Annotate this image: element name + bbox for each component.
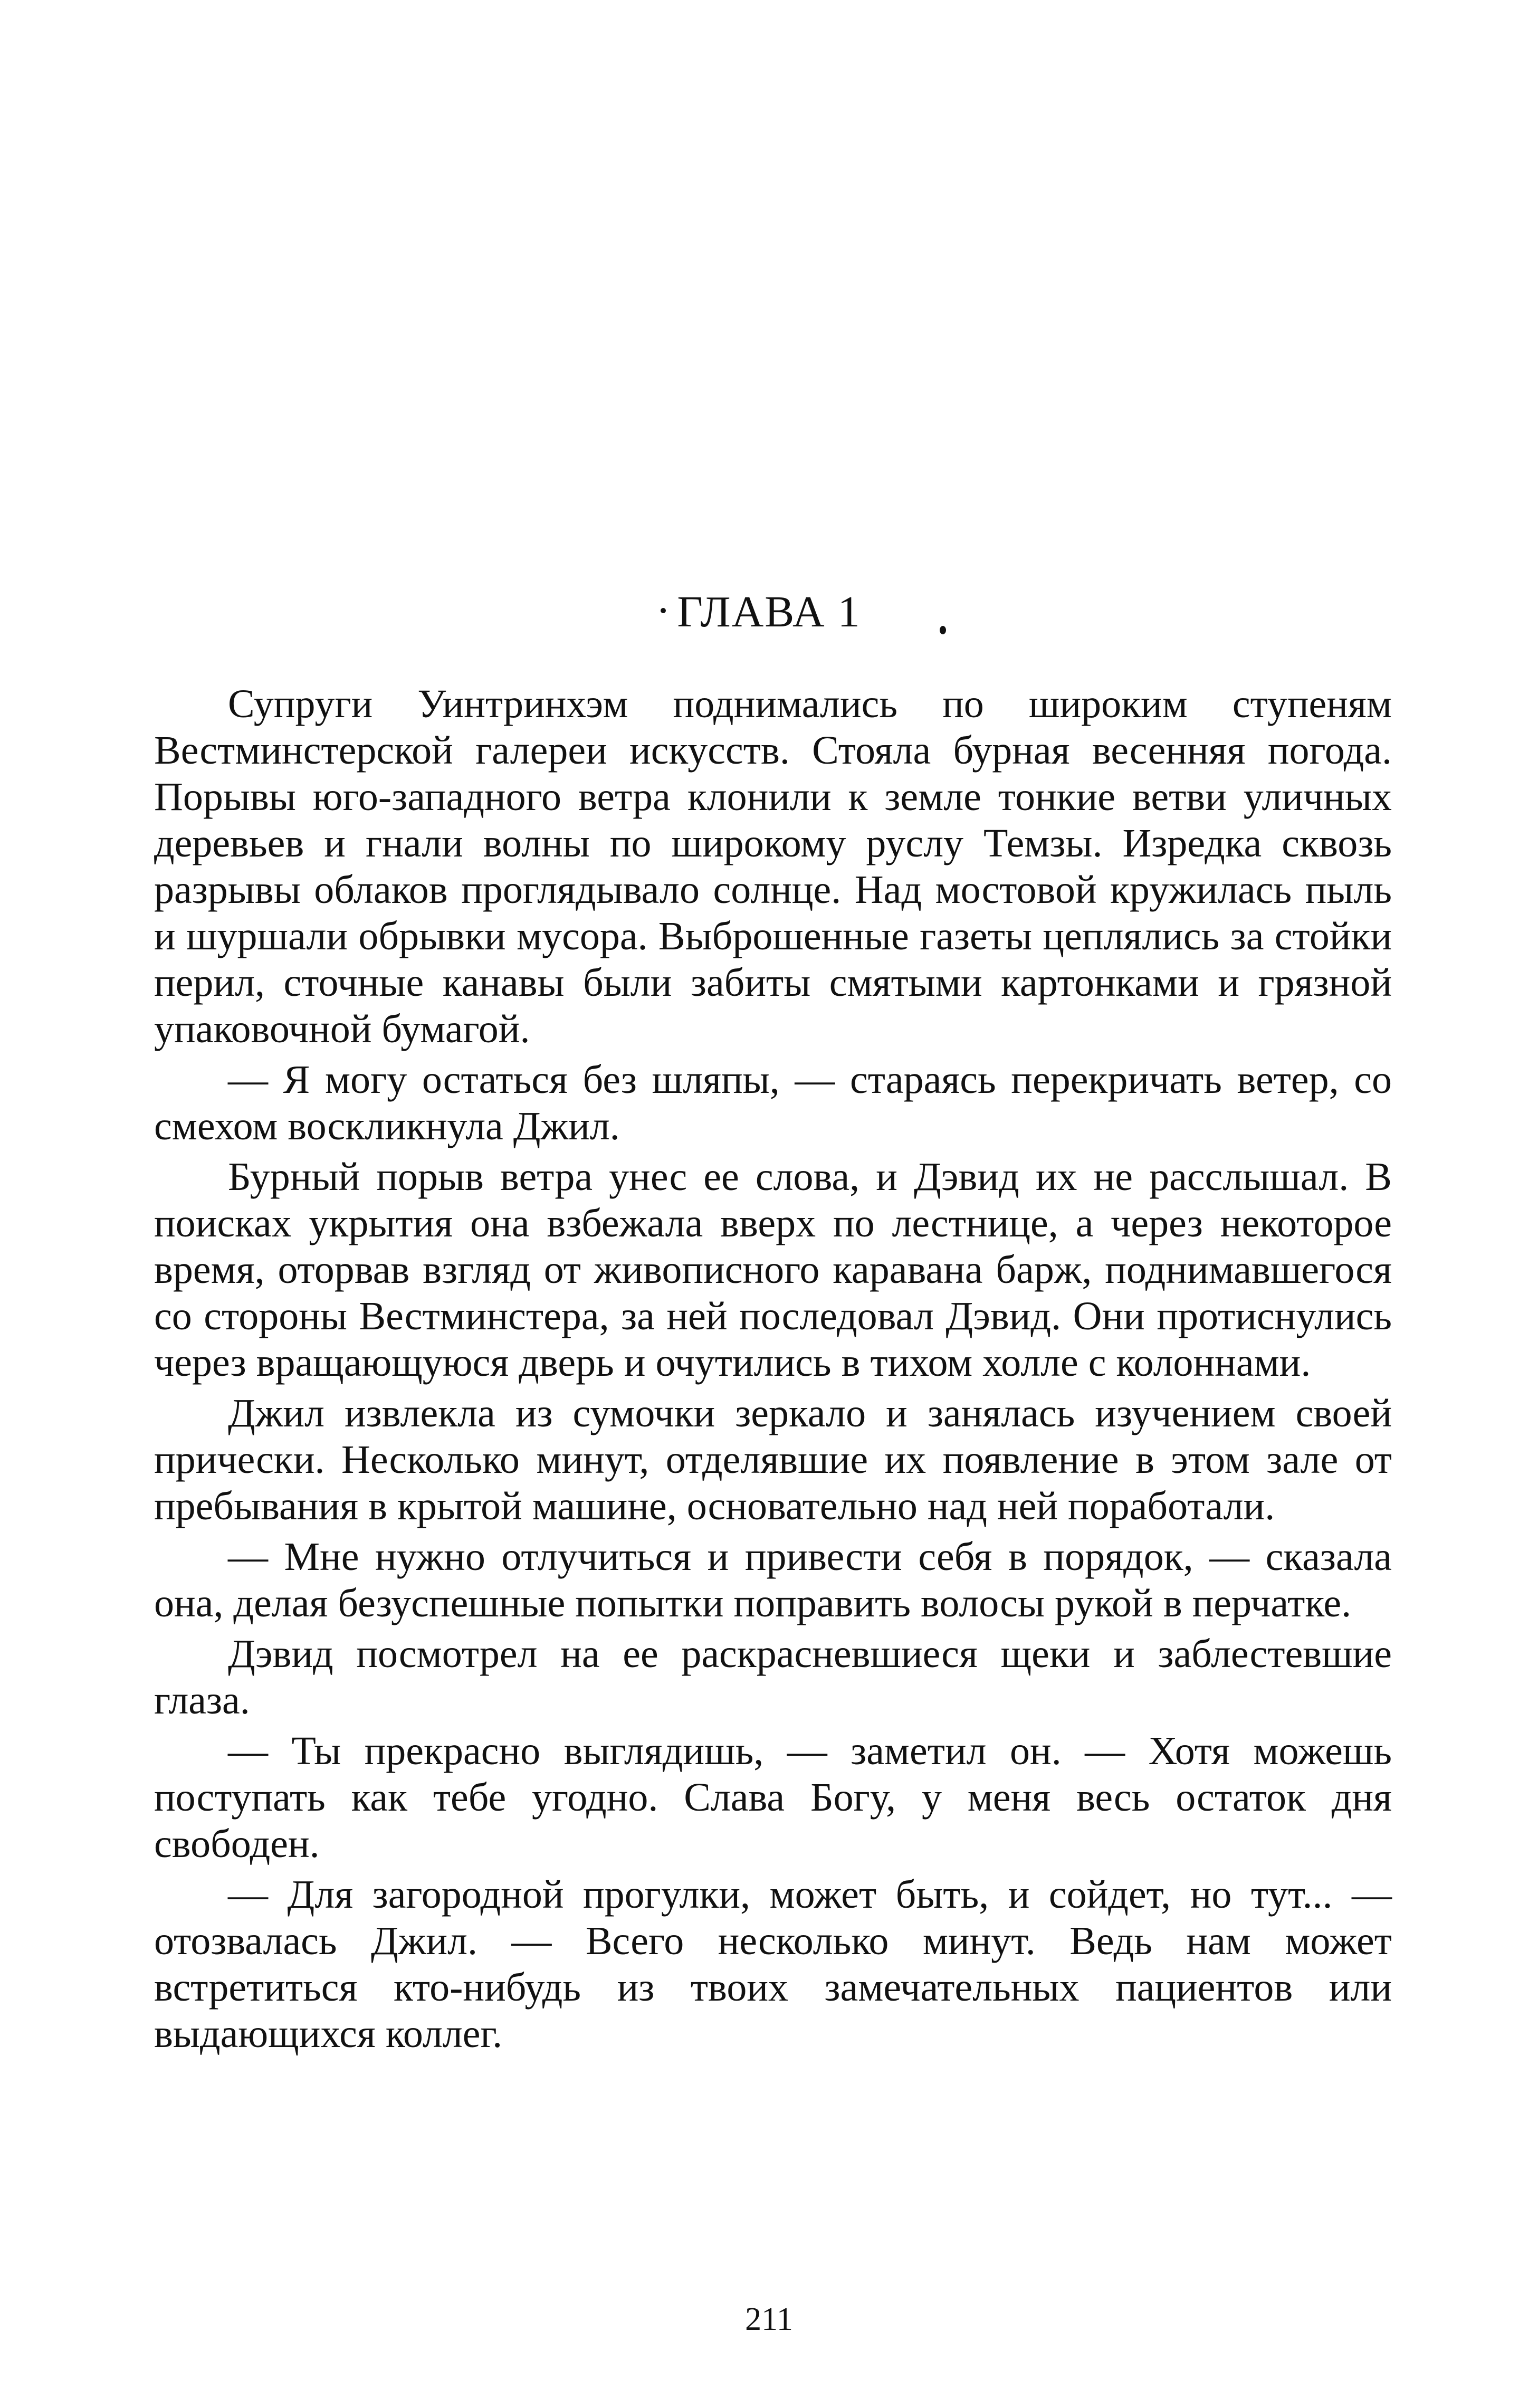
paragraph: Супруги Уинтринхэм поднимались по широким ступеням Вестминстерской галереи искусств. Стояла бурная весенняя погода. Порывы юго-западного ветра клонили к земле тонкие ветви уличных деревьев и гнали волны по широкому руслу Темзы. Изредка сквозь разрывы облаков проглядывало солнце. Над мостовой кружилась пыль и шуршали обрывки мусора. Выброшенные газеты цеплялись за стойки перил, сточные канавы были забиты смятыми картонками и грязной упаковочной бумагой. — [154, 682, 1392, 1051]
page-number: 211 — [745, 2301, 793, 2337]
paragraph: Джил извлекла из сумочки зеркало и занялась изучением своей прически. Несколько минут, отделявшие их появление в этом зале от пребывания в крытой машине, основательно над ней поработали. — [154, 1391, 1392, 1528]
paragraph: — Я могу остаться без шляпы, — стараясь перекричать ветер, со смехом воскликнула Джил. — [154, 1058, 1392, 1148]
paragraph: — Мне нужно отлучиться и привести себя в порядок, — сказала она, делая безуспешные попытки поправить волосы рукой в перчатке. — [154, 1535, 1392, 1625]
print-speck-mark — [661, 608, 666, 613]
chapter-heading-text: ГЛАВА 1 — [677, 587, 861, 636]
chapter-body — [154, 681, 1392, 2061]
paragraph: Дэвид посмотрел на ее раскрасневшиеся щеки и заблестевшие глаза. — [154, 1632, 1392, 1722]
chapter-heading — [0, 586, 1538, 639]
paragraph: — Ты прекрасно выглядишь, — заметил он. — Хотя можешь поступать как тебе угодно. Слава Богу, у меня весь остаток дня свободен. — [154, 1729, 1392, 1866]
paragraph: Бурный порыв ветра унес ее слова, и Дэвид их не расслышал. В поисках укрытия она взбежала вверх по лестнице, а через некоторое время, оторвав взгляд от живописного каравана барж, поднимавшегося со стороны Вестминстера, за ней последовал Дэвид. Они протиснулись через вращающуюся дверь и очутились в тихом холле с колоннами. — [154, 1155, 1392, 1385]
print-speck-mark — [940, 626, 946, 634]
paragraph: — Для загородной прогулки, может быть, и сойдет, но тут... — отозвалась Джил. — Всего несколько минут. Ведь нам может встретиться кто-нибудь из твоих замечательных пациентов или выдающихся коллег. — [154, 1872, 1392, 2056]
